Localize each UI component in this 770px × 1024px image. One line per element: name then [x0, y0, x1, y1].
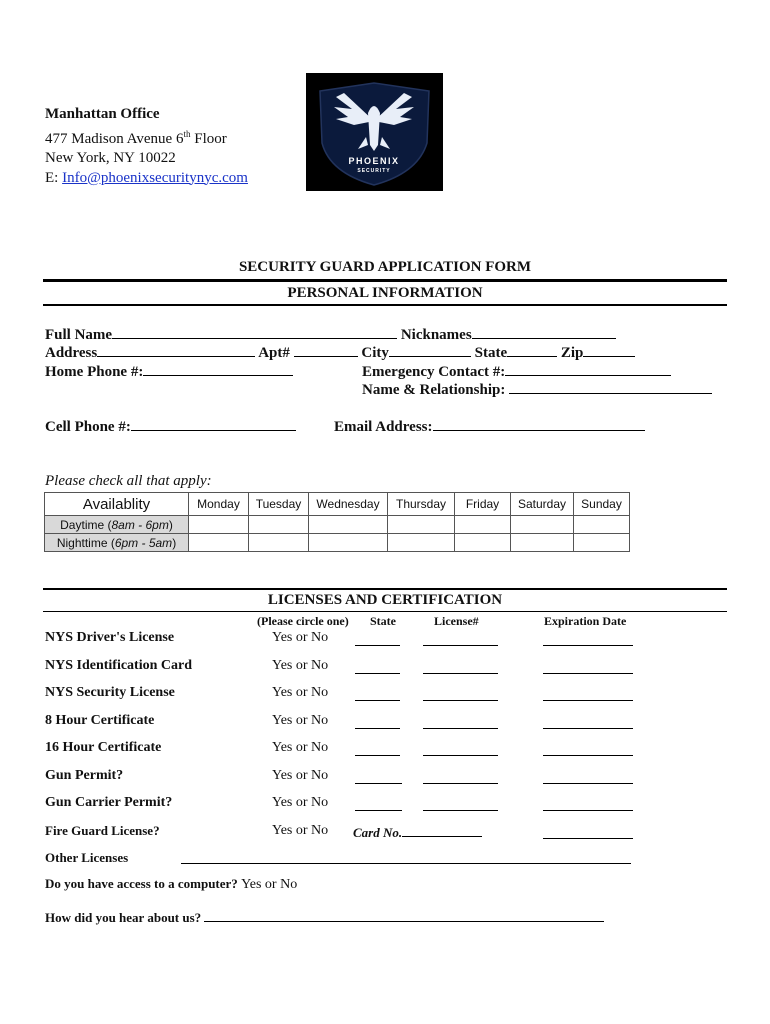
nighttime-thursday-cell[interactable] — [388, 534, 455, 552]
license-expiration-field[interactable] — [543, 810, 633, 811]
license-state-field[interactable] — [355, 673, 400, 674]
daytime-wednesday-cell[interactable] — [309, 516, 388, 534]
license-yes-no[interactable]: Yes or No — [272, 685, 329, 700]
name-relationship-field[interactable] — [509, 380, 712, 394]
check-instruction: Please check all that apply: — [45, 473, 212, 489]
card-number-label: Card No. — [353, 825, 403, 840]
cell-phone-field[interactable] — [131, 417, 296, 431]
nighttime-sunday-cell[interactable] — [574, 534, 630, 552]
emergency-contact-label: Emergency Contact #: — [362, 364, 506, 380]
daytime-thursday-cell[interactable] — [388, 516, 455, 534]
floor-text: Floor — [190, 130, 227, 147]
office-city: New York, NY 10022 — [45, 150, 176, 166]
phoenix-security-logo — [306, 73, 443, 191]
license-yes-no[interactable]: Yes or No — [272, 658, 329, 673]
emergency-contact-field[interactable] — [505, 362, 671, 376]
license-yes-no[interactable]: Yes or No — [272, 630, 329, 645]
state-field[interactable] — [507, 343, 557, 357]
license-name: Gun Permit? — [45, 768, 124, 783]
office-title: Manhattan Office — [45, 106, 160, 122]
license-expiration-field[interactable] — [543, 755, 633, 756]
license-expiration-field[interactable] — [543, 838, 633, 839]
home-phone-row — [45, 362, 293, 381]
license-yes-no[interactable]: Yes or No — [272, 768, 329, 783]
office-email-line — [45, 169, 248, 189]
daytime-hours: 8am - 6pm — [111, 517, 169, 532]
nighttime-monday-cell[interactable] — [189, 534, 249, 552]
full-name-label: Full Name — [45, 327, 113, 343]
day-monday: Monday — [189, 493, 249, 516]
email-address-label: Email Address: — [334, 419, 433, 435]
nicknames-label: Nicknames — [400, 327, 472, 343]
license-number-field[interactable] — [423, 755, 498, 756]
card-number-field[interactable] — [402, 823, 482, 837]
form-title: SECURITY GUARD APPLICATION FORM — [238, 259, 532, 275]
computer-access-row — [45, 876, 297, 893]
license-yes-no[interactable]: Yes or No — [272, 823, 329, 838]
license-number-field[interactable] — [423, 645, 498, 646]
license-yes-no[interactable]: Yes or No — [272, 713, 329, 728]
daytime-saturday-cell[interactable] — [511, 516, 574, 534]
availability-table — [44, 492, 630, 552]
col-state: State — [370, 614, 396, 628]
office-street — [45, 125, 248, 150]
daytime-label — [45, 516, 189, 534]
col-expiration: Expiration Date — [544, 614, 627, 628]
license-name: 8 Hour Certificate — [45, 713, 155, 728]
nighttime-text: Nighttime ( — [56, 535, 115, 550]
license-number-field[interactable] — [423, 783, 498, 784]
name-relationship-label: Name & Relationship: — [362, 382, 506, 398]
state-label: State — [474, 345, 508, 361]
license-state-field[interactable] — [355, 645, 400, 646]
cell-phone-row — [45, 417, 296, 436]
license-state-field[interactable] — [355, 810, 402, 811]
floor-suffix: th — [183, 128, 191, 139]
address-label: Address — [45, 345, 98, 361]
name-relationship-row — [362, 380, 712, 399]
license-expiration-field[interactable] — [543, 673, 633, 674]
license-state-field[interactable] — [355, 755, 400, 756]
license-number-field[interactable] — [423, 673, 498, 674]
license-state-field[interactable] — [355, 728, 400, 729]
license-name: Fire Guard License? — [45, 823, 160, 838]
nighttime-wednesday-cell[interactable] — [309, 534, 388, 552]
personal-divider — [43, 304, 727, 306]
nighttime-friday-cell[interactable] — [455, 534, 511, 552]
license-state-field[interactable] — [355, 700, 400, 701]
other-licenses-label: Other Licenses — [45, 850, 129, 865]
day-tuesday: Tuesday — [249, 493, 309, 516]
hear-about-row — [45, 910, 604, 926]
address-row — [45, 343, 635, 362]
full-name-field[interactable] — [112, 325, 397, 339]
daytime-monday-cell[interactable] — [189, 516, 249, 534]
email-address-field[interactable] — [433, 417, 645, 431]
license-name: NYS Driver's License — [45, 630, 175, 645]
zip-label: Zip — [560, 345, 584, 361]
nighttime-tuesday-cell[interactable] — [249, 534, 309, 552]
license-expiration-field[interactable] — [543, 728, 633, 729]
day-thursday: Thursday — [388, 493, 455, 516]
computer-access-question: Do you have access to a computer? — [45, 876, 238, 891]
daytime-text: Daytime ( — [60, 517, 112, 532]
nighttime-label — [45, 534, 189, 552]
nicknames-field[interactable] — [472, 325, 616, 339]
daytime-close: ) — [168, 517, 173, 532]
email-row — [334, 417, 645, 436]
computer-access-yes-no[interactable]: Yes or No — [241, 877, 298, 892]
hear-about-label: How did you hear about us? — [45, 910, 202, 925]
zip-field[interactable] — [583, 343, 635, 357]
license-yes-no[interactable]: Yes or No — [272, 795, 329, 810]
daytime-tuesday-cell[interactable] — [249, 516, 309, 534]
day-wednesday: Wednesday — [309, 493, 388, 516]
license-expiration-field[interactable] — [543, 700, 633, 701]
logo-word-2: SECURITY — [357, 168, 391, 174]
title-divider — [43, 279, 727, 282]
day-sunday: Sunday — [574, 493, 630, 516]
daytime-friday-cell[interactable] — [455, 516, 511, 534]
license-name: Gun Carrier Permit? — [45, 795, 173, 810]
license-number-field[interactable] — [423, 810, 498, 811]
section-personal-title: PERSONAL INFORMATION — [287, 285, 483, 301]
availability-header: Availablity — [45, 493, 189, 516]
license-name: NYS Identification Card — [45, 658, 193, 673]
apt-field[interactable] — [294, 343, 358, 357]
street-text: 477 Madison Avenue 6 — [45, 130, 184, 147]
license-yes-no[interactable]: Yes or No — [272, 740, 329, 755]
office-email-link[interactable]: Info@phoenixsecuritynyc.com — [62, 169, 248, 186]
nighttime-close: ) — [172, 535, 177, 550]
day-friday: Friday — [455, 493, 511, 516]
license-number-field[interactable] — [423, 728, 498, 729]
office-address-block — [45, 105, 248, 188]
daytime-sunday-cell[interactable] — [574, 516, 630, 534]
city-field[interactable] — [389, 343, 471, 357]
licenses-top-divider — [43, 588, 727, 590]
full-name-row — [45, 325, 616, 344]
license-name: 16 Hour Certificate — [45, 740, 162, 755]
license-name: NYS Security License — [45, 685, 175, 700]
day-saturday: Saturday — [511, 493, 574, 516]
license-number-field[interactable] — [423, 700, 498, 701]
card-number-row — [353, 823, 482, 841]
col-circle-one: (Please circle one) — [257, 614, 349, 628]
home-phone-field[interactable] — [143, 362, 293, 376]
license-expiration-field[interactable] — [543, 783, 633, 784]
license-state-field[interactable] — [355, 783, 402, 784]
hear-about-field[interactable] — [204, 910, 604, 922]
email-prefix: E: — [45, 169, 63, 186]
emergency-contact-row — [362, 362, 671, 381]
home-phone-label: Home Phone #: — [45, 364, 144, 380]
cell-phone-label: Cell Phone #: — [45, 419, 131, 435]
license-expiration-field[interactable] — [543, 645, 633, 646]
phoenix-shield-icon — [306, 73, 443, 191]
nighttime-saturday-cell[interactable] — [511, 534, 574, 552]
address-field[interactable] — [97, 343, 255, 357]
col-license-number: License# — [434, 614, 479, 628]
logo-word-1: PHOENIX — [348, 156, 400, 166]
nighttime-hours: 6pm - 5am — [114, 535, 173, 550]
section-licenses-title: LICENSES AND CERTIFICATION — [267, 592, 503, 608]
apt-label: Apt# — [258, 345, 290, 361]
licenses-divider — [43, 611, 727, 612]
other-licenses-field[interactable] — [181, 863, 631, 864]
city-label: City — [361, 345, 389, 361]
